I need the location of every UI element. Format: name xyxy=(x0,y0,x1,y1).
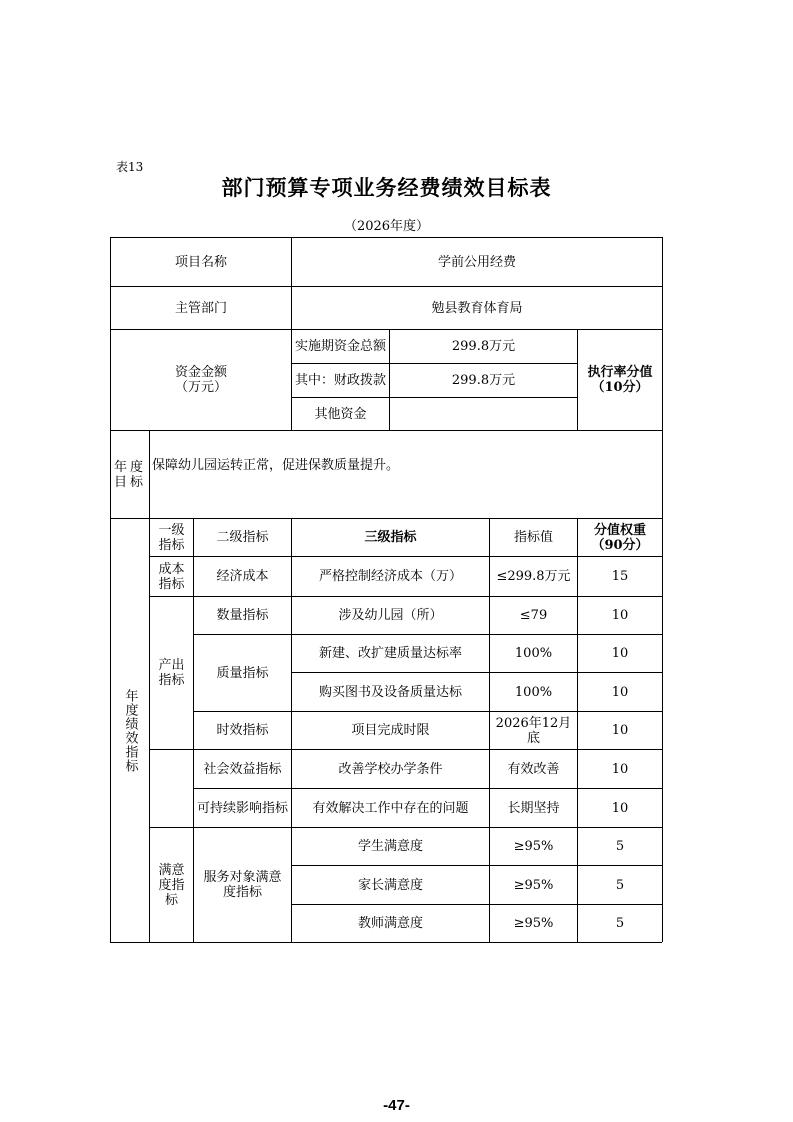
indicator-value-cell: 2026年12月底 xyxy=(495,715,572,746)
level3-cell: 教师满意度 xyxy=(357,916,423,931)
total-funds-value: 299.8万元 xyxy=(451,339,516,354)
annual-performance-indicators-label: 年度绩效指标 xyxy=(122,688,138,773)
grid-line xyxy=(110,942,662,943)
level3-cell: 新建、改扩建质量达标率 xyxy=(318,646,462,661)
department-value: 勉县教育体育局 xyxy=(431,300,523,316)
total-funds-label: 实施期资金总额 xyxy=(294,339,386,354)
level2-cell: 质量指标 xyxy=(216,665,269,681)
page-number: -47- xyxy=(383,1097,410,1114)
funds-label-line2: （万元） xyxy=(174,380,227,395)
weight-cell: 10 xyxy=(611,646,629,661)
annual-goal-label: 年度目标 xyxy=(114,459,147,490)
benefit-indicator-group xyxy=(150,750,193,827)
value-header: 指标值 xyxy=(513,530,553,545)
level3-cell: 改善学校办学条件 xyxy=(338,761,443,777)
weight-header-line1: 分值权重 xyxy=(593,522,646,538)
indicator-value-cell: 有效改善 xyxy=(507,761,560,777)
level1-header: 一级指标 xyxy=(158,522,185,553)
level3-cell: 家长满意度 xyxy=(357,877,423,893)
weight-cell: 10 xyxy=(611,684,629,700)
execution-rate-line1: 执行率分值 xyxy=(587,365,653,380)
weight-cell: 10 xyxy=(611,800,629,816)
weight-cell: 5 xyxy=(615,877,625,893)
level2-cell: 可持续影响指标 xyxy=(196,800,288,816)
weight-cell: 10 xyxy=(611,723,629,738)
project-name-value: 学前公用经费 xyxy=(437,254,516,270)
execution-rate-line2: （10分） xyxy=(591,380,649,395)
document-title: 部门预算专项业务经费绩效目标表 xyxy=(221,176,552,200)
satisfaction-indicator-group: 满意度指标 xyxy=(158,862,185,908)
level3-cell: 购买图书及设备质量达标 xyxy=(318,684,462,700)
indicator-value-cell: 100% xyxy=(514,646,553,661)
table-label: 表13 xyxy=(116,160,144,174)
annual-goal-text: 保障幼儿园运转正常，促进保教质量提升。 xyxy=(152,457,400,473)
project-name-label: 项目名称 xyxy=(174,254,227,270)
level2-cell: 社会效益指标 xyxy=(203,761,282,777)
level3-cell: 项目完成时限 xyxy=(351,723,430,738)
other-funds-label: 其他资金 xyxy=(314,406,367,422)
level3-cell: 有效解决工作中存在的问题 xyxy=(312,800,469,816)
weight-cell: 5 xyxy=(615,839,625,854)
weight-cell: 15 xyxy=(611,569,629,584)
output-indicator-group: 产出指标 xyxy=(158,658,185,688)
level3-cell: 涉及幼儿园（所） xyxy=(338,608,443,623)
weight-header-line2: （90分） xyxy=(591,537,649,553)
indicator-value-cell: ≥95% xyxy=(513,839,554,854)
fiscal-funds-value: 299.8万元 xyxy=(451,373,516,388)
level3-header: 三级指标 xyxy=(364,530,417,545)
fiscal-funds-label: 其中：财政拨款 xyxy=(294,373,386,388)
weight-cell: 5 xyxy=(615,916,625,931)
other-funds-value xyxy=(390,398,577,430)
grid-line xyxy=(662,237,663,942)
execution-rate-score xyxy=(578,330,662,430)
level3-cell: 学生满意度 xyxy=(357,839,423,854)
level2-cell: 服务对象满意度指标 xyxy=(203,870,282,900)
indicator-value-cell: ≤299.8万元 xyxy=(496,569,571,584)
indicator-value-cell: ≥95% xyxy=(513,916,554,931)
level2-cell: 经济成本 xyxy=(216,569,269,584)
level2-header: 二级指标 xyxy=(216,530,269,545)
weight-cell: 10 xyxy=(611,608,629,623)
indicator-value-cell: 长期坚持 xyxy=(507,800,560,816)
level2-cell: 时效指标 xyxy=(216,723,269,738)
document-year: （2026年度） xyxy=(343,219,430,234)
indicator-value-cell: ≤79 xyxy=(519,608,548,623)
indicator-value-cell: 100% xyxy=(514,684,553,700)
level3-cell: 严格控制经济成本（万） xyxy=(318,569,462,584)
department-label: 主管部门 xyxy=(174,300,227,316)
funds-amount-label xyxy=(111,330,291,430)
weight-cell: 10 xyxy=(611,761,629,777)
weight-header xyxy=(578,519,662,556)
level2-cell: 数量指标 xyxy=(216,608,269,623)
funds-label-line1: 资金金额 xyxy=(174,365,227,380)
indicator-value-cell: ≥95% xyxy=(513,877,554,893)
cost-indicator-group: 成本指标 xyxy=(158,561,185,592)
